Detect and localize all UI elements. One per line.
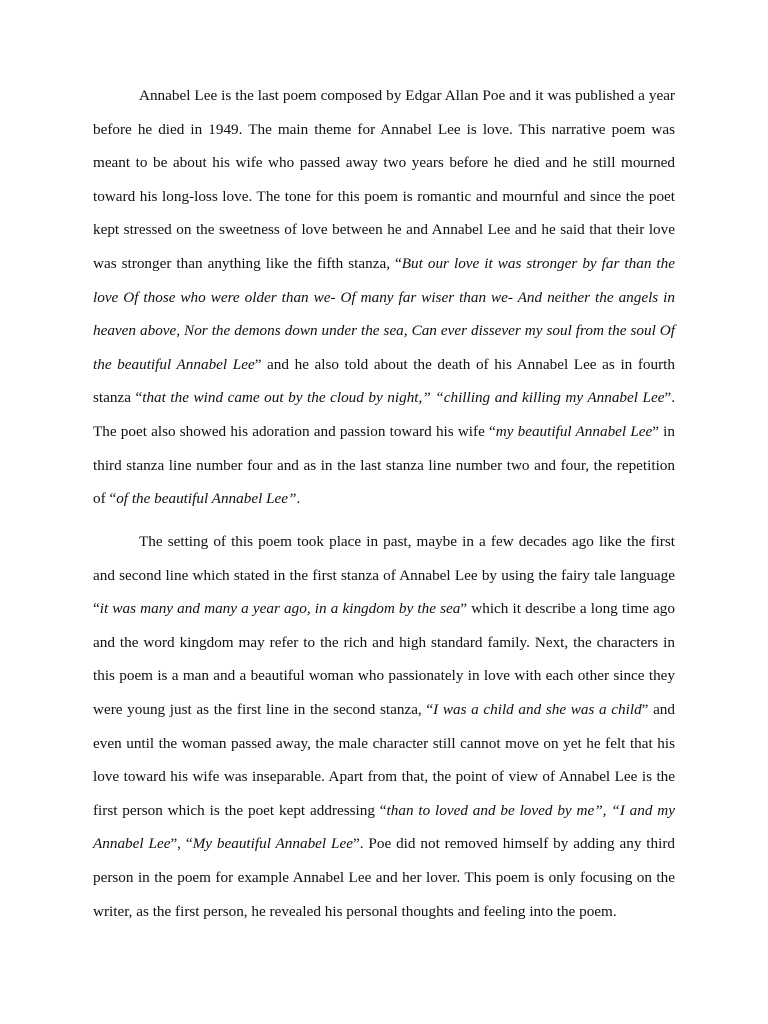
paragraph-text: ” and he also told about the death of his Annabel Lee as in fourth stanza “ xyxy=(93,355,675,407)
paragraph-text: The setting of this poem took place in past, maybe in a few decades ago like the first and second line which stated in the first stanza of Annabel Lee by using the fairy tale language “ xyxy=(93,533,675,618)
quoted-poem-text: I was a child and she was a child xyxy=(433,700,642,718)
paragraph-text: ”. The poet also showed his adoration and passion toward his wife “ xyxy=(93,389,675,440)
paragraph-text: ”. Poe did not removed himself by adding any third person in the poem for example Annabel Lee and her lover. This poem is only focusing on the writer, as the first person, he revealed his personal thoughts and feeling into the poem. xyxy=(93,835,675,920)
paragraph-text: ”, “ xyxy=(170,835,193,853)
paragraph-text: Annabel Lee is the last poem composed by Edgar Allan Poe and it was published a year before he died in 1949. The main theme for Annabel Lee is love. This narrative poem was meant to be about his wife who passed away two years before he died and he still mourned toward his long-loss love. The tone for this poem is romantic and mournful and since the poet kept stressed on the sweetness of love between he and Annabel Lee and he said that their love was stronger than anything like the fifth stanza, “ xyxy=(93,87,675,272)
essay-paragraph-1 xyxy=(93,79,675,516)
paragraph-text: ” and even until the woman passed away, the male character still cannot move on yet he felt that his love toward his wife was inseparable. Apart from that, the point of view of Annabel Lee is the first person which is the poet kept addressing “ xyxy=(93,700,675,819)
quoted-poem-text: my beautiful Annabel Lee xyxy=(495,422,653,440)
paragraph-text: ” in third stanza line number four and as in the last stanza line number two and four, the repetition of “ xyxy=(93,422,675,508)
quoted-poem-text: of the beautiful Annabel Lee” xyxy=(116,490,297,508)
paragraph-text: . xyxy=(296,490,301,508)
essay-paragraph-2 xyxy=(93,525,675,928)
quoted-poem-text: But our love it was stronger by far than the love Of those who were older than we- Of many far wiser than we- And neither the angels in heaven above, Nor the demons down under the sea, Can ever dissever my soul from the soul Of the beautiful Annabel Lee xyxy=(93,254,675,373)
quoted-poem-text: My beautiful Annabel Lee xyxy=(192,835,353,853)
quoted-poem-text: than to loved and be loved by me”, “I and my Annabel Lee xyxy=(93,801,675,853)
paragraph-text: ” which it describe a long time ago and the word kingdom may refer to the rich and high standard family. Next, the characters in this poem is a man and a beautiful woman who passionately in love with each other since they were young just as the first line in the second stanza, “ xyxy=(93,600,675,718)
quoted-poem-text: that the wind came out by the cloud by night,” “chilling and killing my Annabel Lee xyxy=(142,389,665,407)
quoted-poem-text: it was many and many a year ago, in a kingdom by the sea xyxy=(99,600,461,618)
